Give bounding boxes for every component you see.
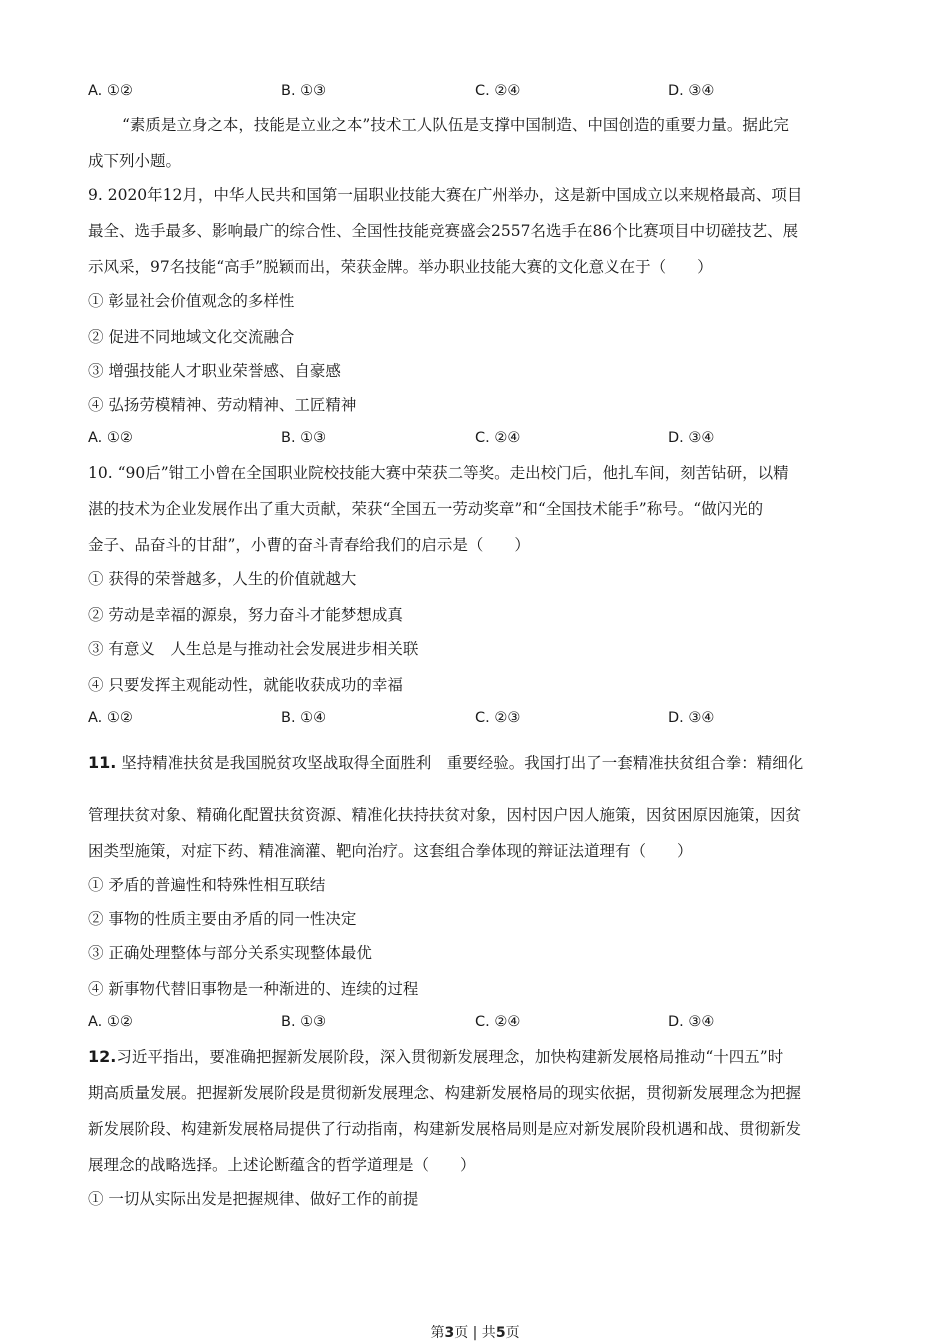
question-9-stem: 9. 2020年12月，中华人民共和国第一届职业技能大赛在广州举办，这是新中国成立以来规格最高、项目 xyxy=(88,186,803,204)
question-11-options xyxy=(88,1011,868,1033)
question-9-item: ④ 弘扬劳模精神、劳动精神、工匠精神 xyxy=(88,396,357,414)
intro-text-line: 成下列小题。 xyxy=(88,152,182,170)
question-12-stem xyxy=(88,1046,868,1068)
option-c: C. ②④ xyxy=(475,430,521,446)
question-12-stem-text: 习近平指出，要准确把握新发展阶段，深入贯彻新发展理念，加快构建新发展格局推动“十四五”时 xyxy=(116,1048,784,1066)
option-d: D. ③④ xyxy=(668,83,715,99)
question-12-number: 12. xyxy=(88,1047,117,1066)
option-b: B. ①③ xyxy=(281,1014,327,1030)
option-a: A. ①② xyxy=(88,430,133,446)
option-d: D. ③④ xyxy=(668,710,715,726)
question-11-number: 11. xyxy=(88,753,117,772)
footer-prefix: 第 xyxy=(430,1325,445,1341)
question-12-stem: 新发展阶段、构建新发展格局提供了行动指南，构建新发展格局则是应对新发展阶段机遇和战、贯彻新发 xyxy=(88,1120,802,1138)
option-b: B. ①③ xyxy=(281,83,327,99)
option-a: A. ①② xyxy=(88,1014,133,1030)
question-9-stem: 示风采，97名技能“高手”脱颖而出，荣获金牌。举办职业技能大赛的文化意义在于（ ） xyxy=(88,258,713,276)
option-b: B. ①③ xyxy=(281,430,327,446)
question-10-stem: 10. “90后”钳工小曾在全国职业院校技能大赛中荣获二等奖。走出校门后，他扎车间，刻苦钻研，以精 xyxy=(88,464,789,482)
option-c: C. ②④ xyxy=(475,83,521,99)
question-9-stem: 最全、选手最多、影响最广的综合性、全国性技能竞赛盛会2557名选手在86个比赛项目中切磋技艺、展 xyxy=(88,222,799,240)
question-10-item: ③ 有意义 人生总是与推动社会发展进步相关联 xyxy=(88,640,419,658)
question-12-item: ① 一切从实际出发是把握规律、做好工作的前提 xyxy=(88,1190,419,1208)
footer-total-pages: 5 xyxy=(495,1325,506,1341)
question-10-item: ④ 只要发挥主观能动性，就能收获成功的幸福 xyxy=(88,676,403,694)
question-11-stem xyxy=(88,752,868,774)
question-11-stem-text: 坚持精准扶贫是我国脱贫攻坚战取得全面胜利 重要经验。我国打出了一套精准扶贫组合拳：精细化 xyxy=(116,754,804,772)
footer-middle: 页 | 共 xyxy=(454,1325,496,1341)
question-11-item: ① 矛盾的普遍性和特殊性相互联结 xyxy=(88,876,326,894)
question-11-stem: 管理扶贫对象、精确化配置扶贫资源、精准化扶持扶贫对象，因村因户因人施策，因贫困原因施策，因贫 xyxy=(88,806,802,824)
footer-suffix: 页 xyxy=(505,1325,520,1341)
option-d: D. ③④ xyxy=(668,1014,715,1030)
question-11-stem: 困类型施策，对症下药、精准滴灌、靶向治疗。这套组合拳体现的辩证法道理有（ ） xyxy=(88,842,693,860)
option-a: A. ①② xyxy=(88,83,133,99)
footer-page-number: 3 xyxy=(444,1325,455,1341)
question-12-stem: 期高质量发展。把握新发展阶段是贯彻新发展理念、构建新发展格局的现实依据，贯彻新发展理念为把握 xyxy=(88,1084,802,1102)
option-c: C. ②③ xyxy=(475,710,521,726)
option-a: A. ①② xyxy=(88,710,133,726)
question-11-item: ④ 新事物代替旧事物是一种渐进的、连续的过程 xyxy=(88,980,419,998)
question-9-item: ② 促进不同地域文化交流融合 xyxy=(88,328,295,346)
question-9-item: ③ 增强技能人才职业荣誉感、自豪感 xyxy=(88,362,341,380)
question-11-item: ② 事物的性质主要由矛盾的同一性决定 xyxy=(88,910,357,928)
question-10-item: ① 获得的荣誉越多，人生的价值就越大 xyxy=(88,570,357,588)
page-footer xyxy=(0,1324,950,1342)
question-10-item: ② 劳动是幸福的源泉，努力奋斗才能梦想成真 xyxy=(88,606,403,624)
question-11-item: ③ 正确处理整体与部分关系实现整体最优 xyxy=(88,944,372,962)
option-b: B. ①④ xyxy=(281,710,327,726)
intro-text-line: “素质是立身之本，技能是立业之本”技术工人队伍是支撑中国制造、中国创造的重要力量。据此完 xyxy=(122,116,789,134)
question-10-stem: 金子、品奋斗的甘甜”，小曹的奋斗青春给我们的启示是（ ） xyxy=(88,536,530,554)
question-9-item: ① 彰显社会价值观念的多样性 xyxy=(88,292,295,310)
options-row-top xyxy=(88,80,868,102)
question-12-stem: 展理念的战略选择。上述论断蕴含的哲学道理是（ ） xyxy=(88,1156,476,1174)
question-9-options xyxy=(88,427,868,449)
option-d: D. ③④ xyxy=(668,430,715,446)
question-10-options xyxy=(88,707,868,729)
question-10-stem: 湛的技术为企业发展作出了重大贡献，荣获“全国五一劳动奖章”和“全国技术能手”称号。“做闪光的 xyxy=(88,500,764,518)
option-c: C. ②④ xyxy=(475,1014,521,1030)
